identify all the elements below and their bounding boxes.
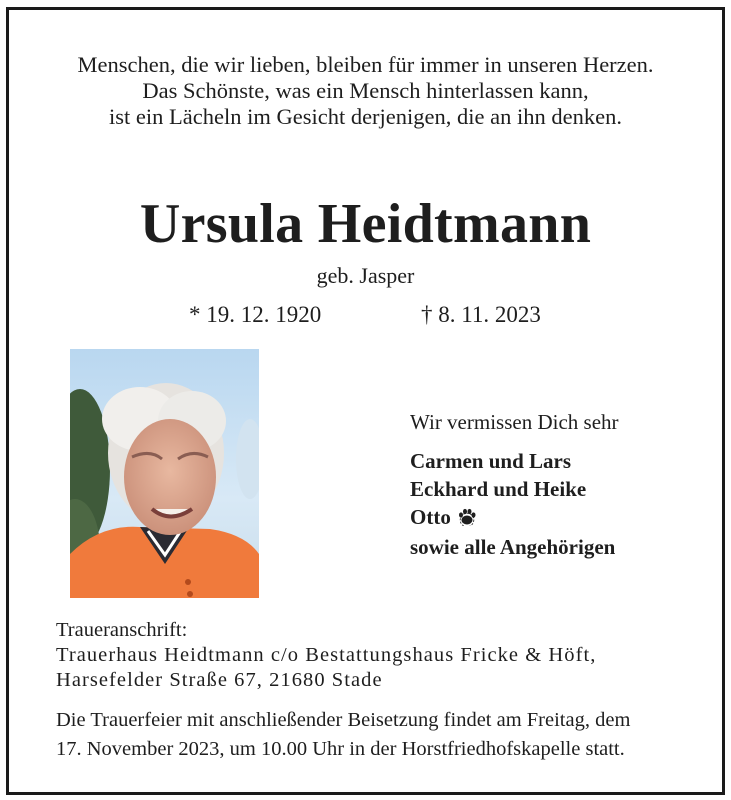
funeral-service-info [56,706,696,764]
maiden-name: geb. Jasper [316,263,415,288]
verse-line-1: Menschen, die wir lieben, bleiben für immer in unseren Herzen. [77,52,654,77]
memorial-verse [9,52,722,130]
mourner-name: Otto [410,505,451,529]
obituary-notice [6,7,725,795]
address-line-1: Trauerhaus Heidtmann c/o Bestattungshaus Fricke & Höft, [56,644,597,666]
paw-icon [457,505,477,533]
mourners-intro: Wir vermissen Dich sehr [410,410,619,434]
portrait-photo [70,349,259,598]
mourner-list [410,447,619,561]
service-line-1: Die Trauerfeier mit anschließender Beisetzung findet am Freitag, dem [56,709,631,731]
birth-date: * 19. 12. 1920 [189,302,322,327]
mourners-block [410,408,619,561]
mourning-address [56,618,596,693]
verse-line-3: ist ein Lächeln im Gesicht derjenigen, die an ihn denken. [109,104,622,129]
death-date: † 8. 11. 2023 [421,302,541,327]
mourner-name: sowie alle Angehörigen [410,535,616,559]
verse-line-2: Das Schönste, was ein Mensch hinterlassen kann, [142,78,589,103]
mourner-name: Eckhard und Heike [410,477,587,501]
service-line-2: 17. November 2023, um 10.00 Uhr in der Horstfriedhofskapelle statt. [56,738,625,760]
mourner-name-with-pet [410,503,619,533]
address-line-2: Harsefelder Straße 67, 21680 Stade [56,669,383,691]
mourner-name: Carmen und Lars [410,449,572,473]
deceased-name: Ursula Heidtmann [139,193,592,255]
address-label: Traueranschrift: [56,619,188,641]
